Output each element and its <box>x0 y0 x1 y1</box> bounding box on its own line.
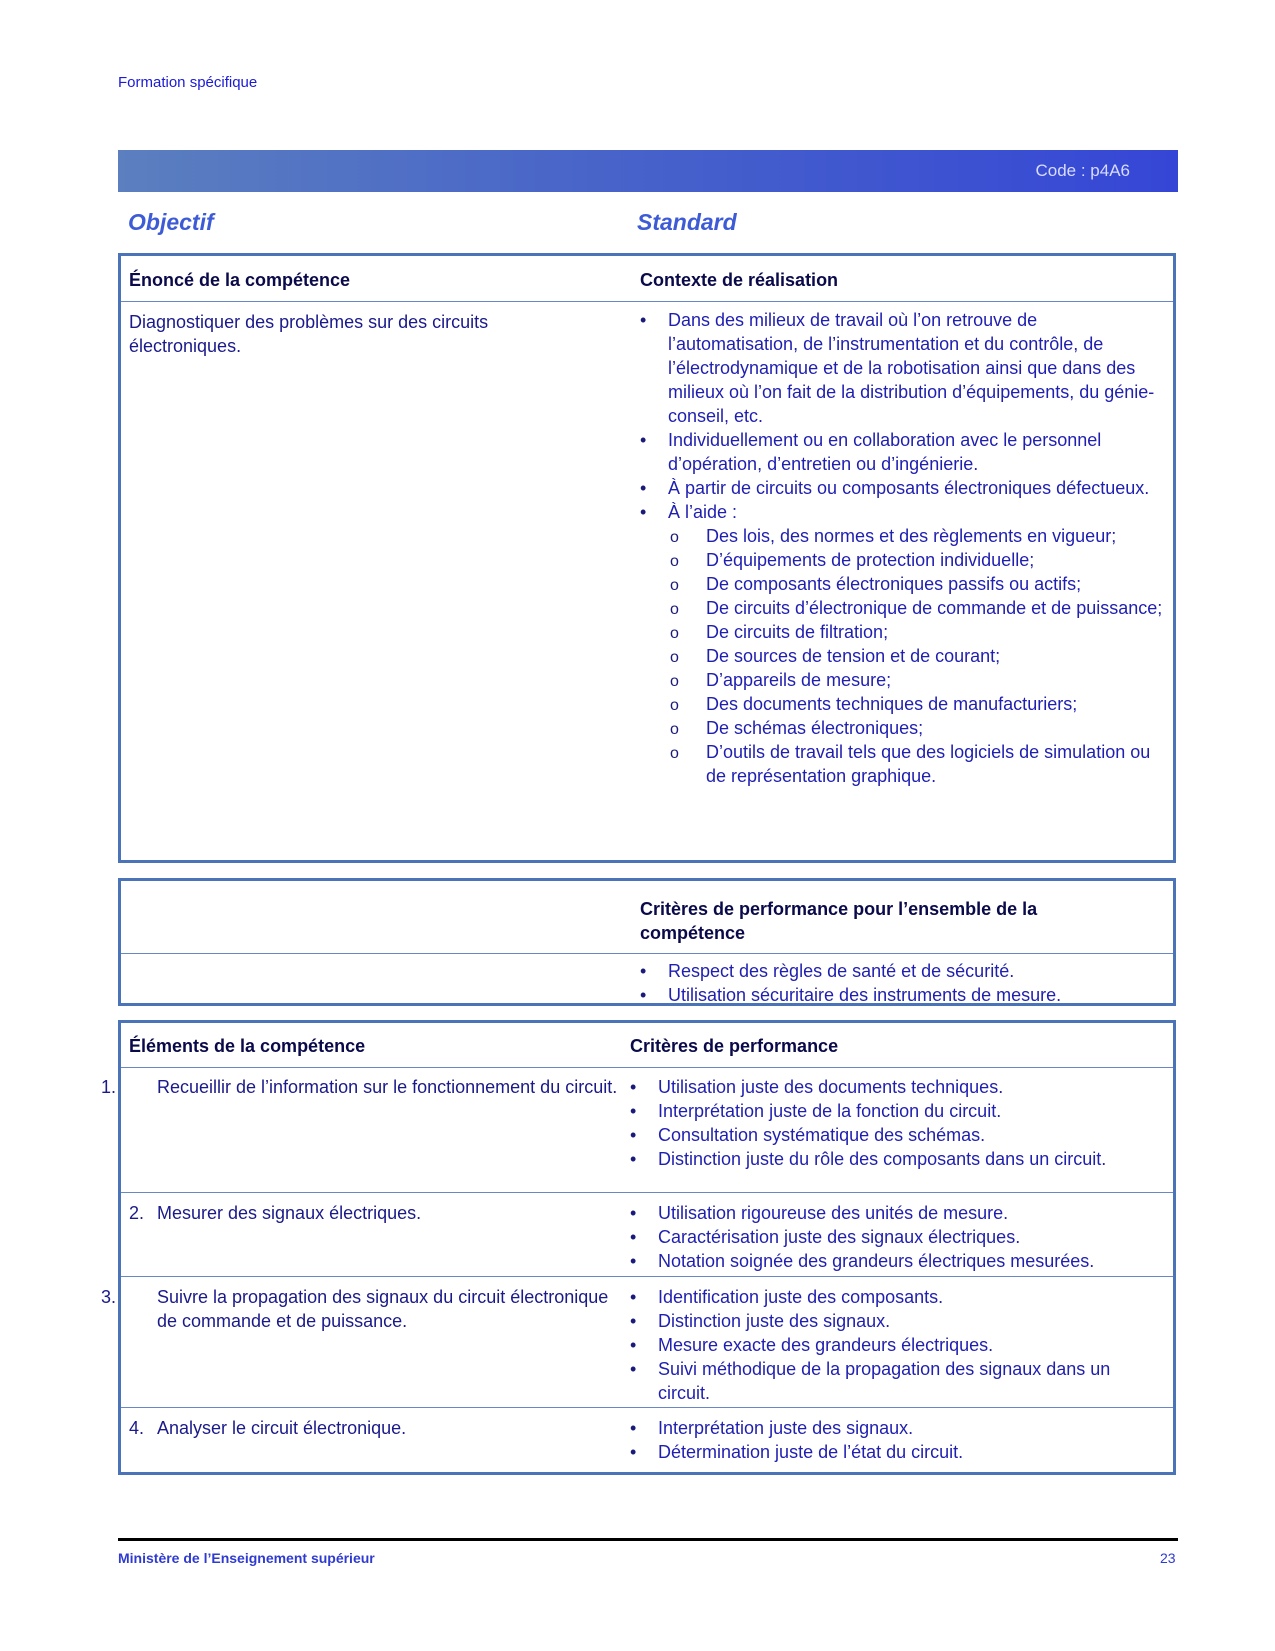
list-item: • Notation soignée des grandeurs électriques mesurées. <box>630 1249 1160 1273</box>
criteria-list-3 <box>630 1285 1160 1405</box>
element-text: Recueillir de l’information sur le fonctionnement du circuit. <box>157 1077 618 1097</box>
element-row-4 <box>129 1416 609 1440</box>
sub-item: o De composants électroniques passifs ou actifs; <box>668 572 1168 596</box>
objective-title: Objectif <box>128 209 214 235</box>
sub-item: o De circuits d’électronique de commande et de puissance; <box>668 596 1168 620</box>
page-number: 23 <box>1160 1550 1176 1566</box>
competence-heading: Énoncé de la compétence <box>129 270 351 290</box>
elements-table <box>101 1020 1176 1475</box>
list-item-label: À l’aide : <box>668 502 738 522</box>
sub-item: o De schémas électroniques; <box>668 716 1168 740</box>
sub-item: o De circuits de filtration; <box>668 620 1168 644</box>
divider <box>121 1192 1173 1193</box>
element-row-3 <box>101 1285 617 1333</box>
element-row-2 <box>129 1201 609 1225</box>
element-number: 1. <box>101 1077 117 1097</box>
sub-item: o De sources de tension et de courant; <box>668 644 1168 668</box>
context-sublist <box>668 524 1168 788</box>
list-item: • Identification juste des composants. <box>630 1285 1160 1309</box>
list-item: • Caractérisation juste des signaux électriques. <box>630 1225 1160 1249</box>
sub-item: o D’équipements de protection individuelle; <box>668 548 1168 572</box>
context-heading: Contexte de réalisation <box>640 270 839 290</box>
list-item: • Respect des règles de santé et de sécurité. <box>640 959 1170 983</box>
list-item: • Distinction juste du rôle des composants dans un circuit. <box>630 1147 1160 1171</box>
list-item: • Utilisation rigoureuse des unités de mesure. <box>630 1201 1160 1225</box>
element-number: 4. <box>129 1418 145 1438</box>
list-item: • Interprétation juste des signaux. <box>630 1416 1160 1440</box>
list-item: • Mesure exacte des grandeurs électriques. <box>630 1333 1160 1357</box>
sub-item: o Des documents techniques de manufacturiers; <box>668 692 1168 716</box>
divider <box>121 301 1173 302</box>
standard-title: Standard <box>637 209 737 235</box>
overall-criteria-list <box>640 959 1170 1007</box>
divider <box>121 1407 1173 1408</box>
element-text: Analyser le circuit électronique. <box>157 1418 407 1438</box>
context-list <box>640 308 1168 788</box>
competence-table <box>118 253 1176 863</box>
list-item: • Interprétation juste de la fonction du circuit. <box>630 1099 1160 1123</box>
list-item: • Suivi méthodique de la propagation des signaux dans un circuit. <box>630 1357 1160 1405</box>
divider <box>121 1067 1173 1068</box>
criteria-heading: Critères de performance <box>630 1036 839 1056</box>
criteria-list-4 <box>630 1416 1160 1464</box>
overall-criteria-heading: Critères de performance pour l’ensemble de la compétence <box>640 899 1038 943</box>
sub-item: o Des lois, des normes et des règlements en vigueur; <box>668 524 1168 548</box>
element-text: Suivre la propagation des signaux du circuit électronique de commande et de puissance. <box>157 1287 609 1331</box>
list-item: • Individuellement ou en collaboration avec le personnel d’opération, d’entretien ou d’ingénierie. <box>640 428 1168 476</box>
element-text: Mesurer des signaux électriques. <box>157 1203 422 1223</box>
criteria-list-1 <box>630 1075 1160 1171</box>
element-row-1 <box>101 1075 637 1099</box>
overall-criteria-table <box>118 878 1176 1006</box>
criteria-list-2 <box>630 1201 1160 1273</box>
section-label: Formation spécifique <box>118 74 258 91</box>
elements-heading: Éléments de la compétence <box>129 1036 366 1056</box>
code-banner <box>118 150 1178 192</box>
divider <box>121 953 1173 954</box>
list-item: • Utilisation juste des documents techniques. <box>630 1075 1160 1099</box>
sub-item: o D’outils de travail tels que des logiciels de simulation ou de représentation graphique. <box>668 740 1168 788</box>
divider <box>121 1276 1173 1277</box>
competence-statement: Diagnostiquer des problèmes sur des circuits électroniques. <box>129 312 489 356</box>
list-item: • Dans des milieux de travail où l’on retrouve de l’automatisation, de l’instrumentation et du contrôle, de l’électrodynamique et de la robotisation ainsi que dans des milieux où l’on fait de la distribution d’équipements, du génie-conseil, etc. <box>640 308 1168 428</box>
element-number: 2. <box>129 1203 145 1223</box>
sub-item: o D’appareils de mesure; <box>668 668 1168 692</box>
element-number: 3. <box>101 1287 117 1307</box>
list-item: • À partir de circuits ou composants électroniques défectueux. <box>640 476 1168 500</box>
list-item: • Distinction juste des signaux. <box>630 1309 1160 1333</box>
list-item: • Utilisation sécuritaire des instruments de mesure. <box>640 983 1170 1007</box>
program-code: Code : p4A6 <box>1035 161 1130 180</box>
footer-rule <box>118 1538 1178 1541</box>
list-item <box>640 500 1168 788</box>
footer-ministry: Ministère de l’Enseignement supérieur <box>118 1550 375 1566</box>
list-item: • Consultation systématique des schémas. <box>630 1123 1160 1147</box>
list-item: • Détermination juste de l’état du circuit. <box>630 1440 1160 1464</box>
